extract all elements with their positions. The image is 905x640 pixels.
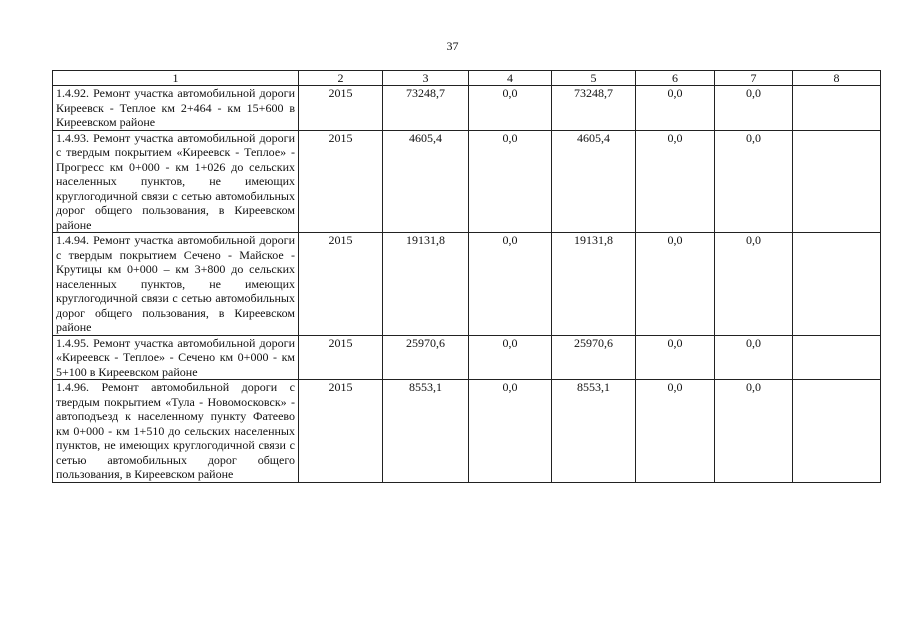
row-value-col7: 0,0: [715, 233, 793, 336]
data-table: [52, 70, 881, 483]
row-value-col6: 0,0: [636, 335, 715, 380]
row-value-col8: [793, 233, 881, 336]
row-value-col4: 0,0: [469, 380, 552, 483]
row-value-col5: 25970,6: [552, 335, 636, 380]
row-value-col4: 0,0: [469, 86, 552, 131]
row-year: 2015: [299, 130, 383, 233]
row-value-col3: 8553,1: [383, 380, 469, 483]
table-row: [53, 380, 881, 483]
row-year: 2015: [299, 86, 383, 131]
row-value-col5: 19131,8: [552, 233, 636, 336]
row-year: 2015: [299, 335, 383, 380]
column-header: 4: [469, 71, 552, 86]
row-value-col8: [793, 335, 881, 380]
row-description: 1.4.92. Ремонт участка автомобильной дороги Киреевск - Теплое км 2+464 - км 15+600 в Киреевском районе: [53, 86, 299, 131]
row-value-col4: 0,0: [469, 130, 552, 233]
page-number: 37: [446, 39, 459, 53]
row-value-col8: [793, 86, 881, 131]
row-description: 1.4.96. Ремонт автомобильной дороги с твердым покрытием «Тула - Новомосковск» - автоподъезд к населенному пункту Фатеево км 0+000 - км 1+510 до сельских населенных пунктов, не имеющих круглогодичной связи с сетью автомобильных дорог общего пользования, в Киреевском районе: [53, 380, 299, 483]
table-row: [53, 86, 881, 131]
row-year: 2015: [299, 233, 383, 336]
row-description: 1.4.94. Ремонт участка автомобильной дороги с твердым покрытием Сечено - Майское - Крутицы км 0+000 – км 3+800 до сельских населенных пунктов, не имеющих круглогодичной связи с сетью автомобильных дорог общего пользования, в Киреевском районе: [53, 233, 299, 336]
row-value-col8: [793, 380, 881, 483]
row-value-col6: 0,0: [636, 86, 715, 131]
row-value-col4: 0,0: [469, 335, 552, 380]
column-header: 7: [715, 71, 793, 86]
row-value-col7: 0,0: [715, 380, 793, 483]
column-header: 2: [299, 71, 383, 86]
row-value-col3: 25970,6: [383, 335, 469, 380]
row-value-col3: 4605,4: [383, 130, 469, 233]
row-value-col5: 8553,1: [552, 380, 636, 483]
row-value-col5: 4605,4: [552, 130, 636, 233]
column-header: 1: [53, 71, 299, 86]
row-value-col4: 0,0: [469, 233, 552, 336]
row-year: 2015: [299, 380, 383, 483]
column-header: 5: [552, 71, 636, 86]
row-value-col8: [793, 130, 881, 233]
column-header: 8: [793, 71, 881, 86]
row-description: 1.4.93. Ремонт участка автомобильной дороги с твердым покрытием «Киреевск - Теплое» - Прогресс км 0+000 - км 1+026 до сельских населенных пунктов, не имеющих круглогодичной связи с сетью автомобильных дорог общего пользования, в Киреевском районе: [53, 130, 299, 233]
table-row: [53, 130, 881, 233]
table-row: [53, 335, 881, 380]
table-header-row: [53, 71, 881, 86]
row-value-col3: 73248,7: [383, 86, 469, 131]
row-value-col6: 0,0: [636, 380, 715, 483]
row-value-col7: 0,0: [715, 130, 793, 233]
row-value-col7: 0,0: [715, 86, 793, 131]
row-value-col5: 73248,7: [552, 86, 636, 131]
table-row: [53, 233, 881, 336]
row-value-col6: 0,0: [636, 233, 715, 336]
row-description: 1.4.95. Ремонт участка автомобильной дороги «Киреевск - Теплое» - Сечено км 0+000 - км 5+100 в Киреевском районе: [53, 335, 299, 380]
row-value-col6: 0,0: [636, 130, 715, 233]
row-value-col7: 0,0: [715, 335, 793, 380]
row-value-col3: 19131,8: [383, 233, 469, 336]
column-header: 3: [383, 71, 469, 86]
column-header: 6: [636, 71, 715, 86]
